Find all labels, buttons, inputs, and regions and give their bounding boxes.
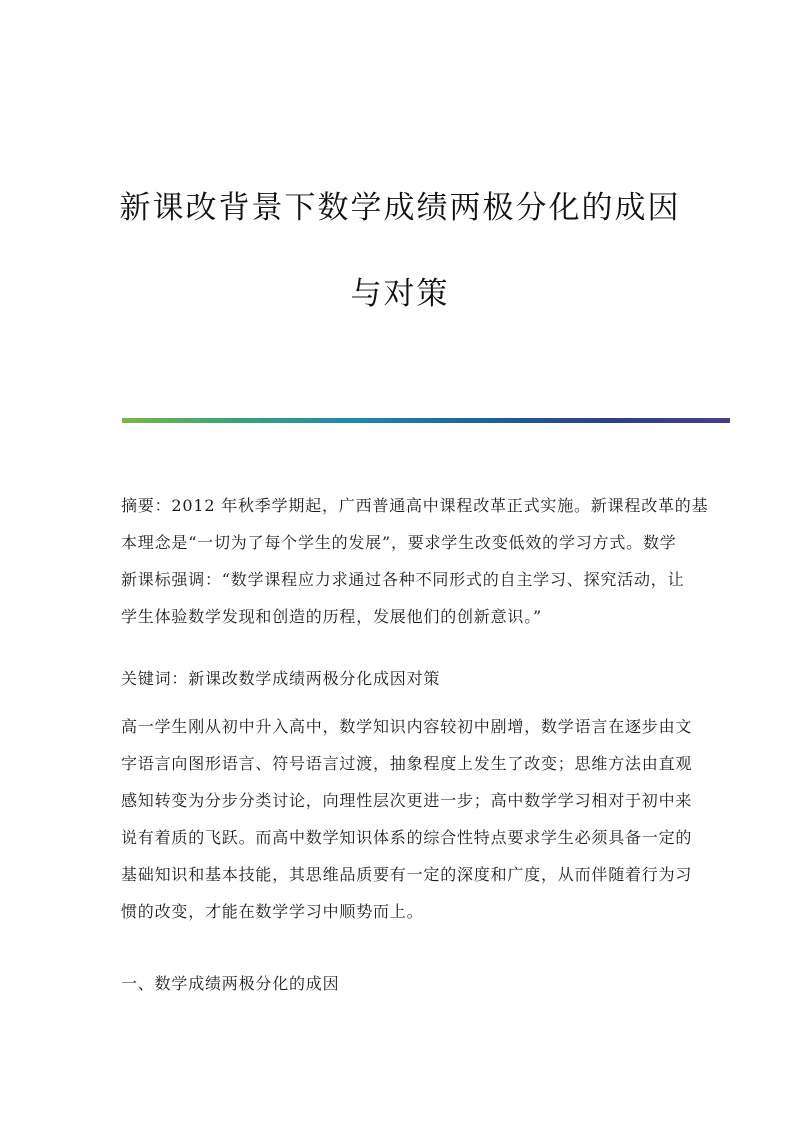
body-line: 字语言向图形语言、符号语言过渡，抽象程度上发生了改变；思维方法由直观 [121, 754, 693, 773]
body-line: 惯的改变，才能在数学学习中顺势而上。 [121, 902, 424, 921]
body-paragraph [121, 708, 693, 930]
body-line: 感知转变为分步分类讨论，向理性层次更进一步；高中数学学习相对于初中来 [121, 791, 693, 810]
body-line: 高一学生刚从初中升入高中，数学知识内容较初中剧增，数学语言在逐步由文 [121, 717, 693, 736]
body-line: 说有着质的飞跃。而高中数学知识体系的综合性特点要求学生必须具备一定的 [121, 828, 693, 847]
abstract-line: 摘要：2012 年秋季学期起，广西普通高中课程改革正式实施。新课程改革的基 [121, 496, 709, 515]
keywords-paragraph [121, 660, 681, 697]
gradient-divider [122, 418, 730, 423]
abstract-line: 学生体验数学发现和创造的历程，发展他们的创新意识。” [121, 607, 542, 626]
abstract-line: 新课标强调：“数学课程应力求通过各种不同形式的自主学习、探究活动，让 [121, 570, 685, 589]
section-heading-text: 一、数学成绩两极分化的成因 [121, 974, 340, 993]
keywords-line: 关键词：新课改数学成绩两极分化成因对策 [121, 669, 441, 688]
document-title-line-2: 与对策 [350, 276, 450, 312]
body-line: 基础知识和基本技能，其思维品质要有一定的深度和广度，从而伴随着行为习 [121, 865, 693, 884]
section-heading [121, 965, 681, 1002]
abstract-line: 本理念是“一切为了每个学生的发展”，要求学生改变低效的学习方式。数学 [121, 533, 677, 552]
document-title-line-1: 新课改背景下数学成绩两极分化的成因 [119, 190, 681, 226]
abstract-paragraph [121, 487, 709, 635]
